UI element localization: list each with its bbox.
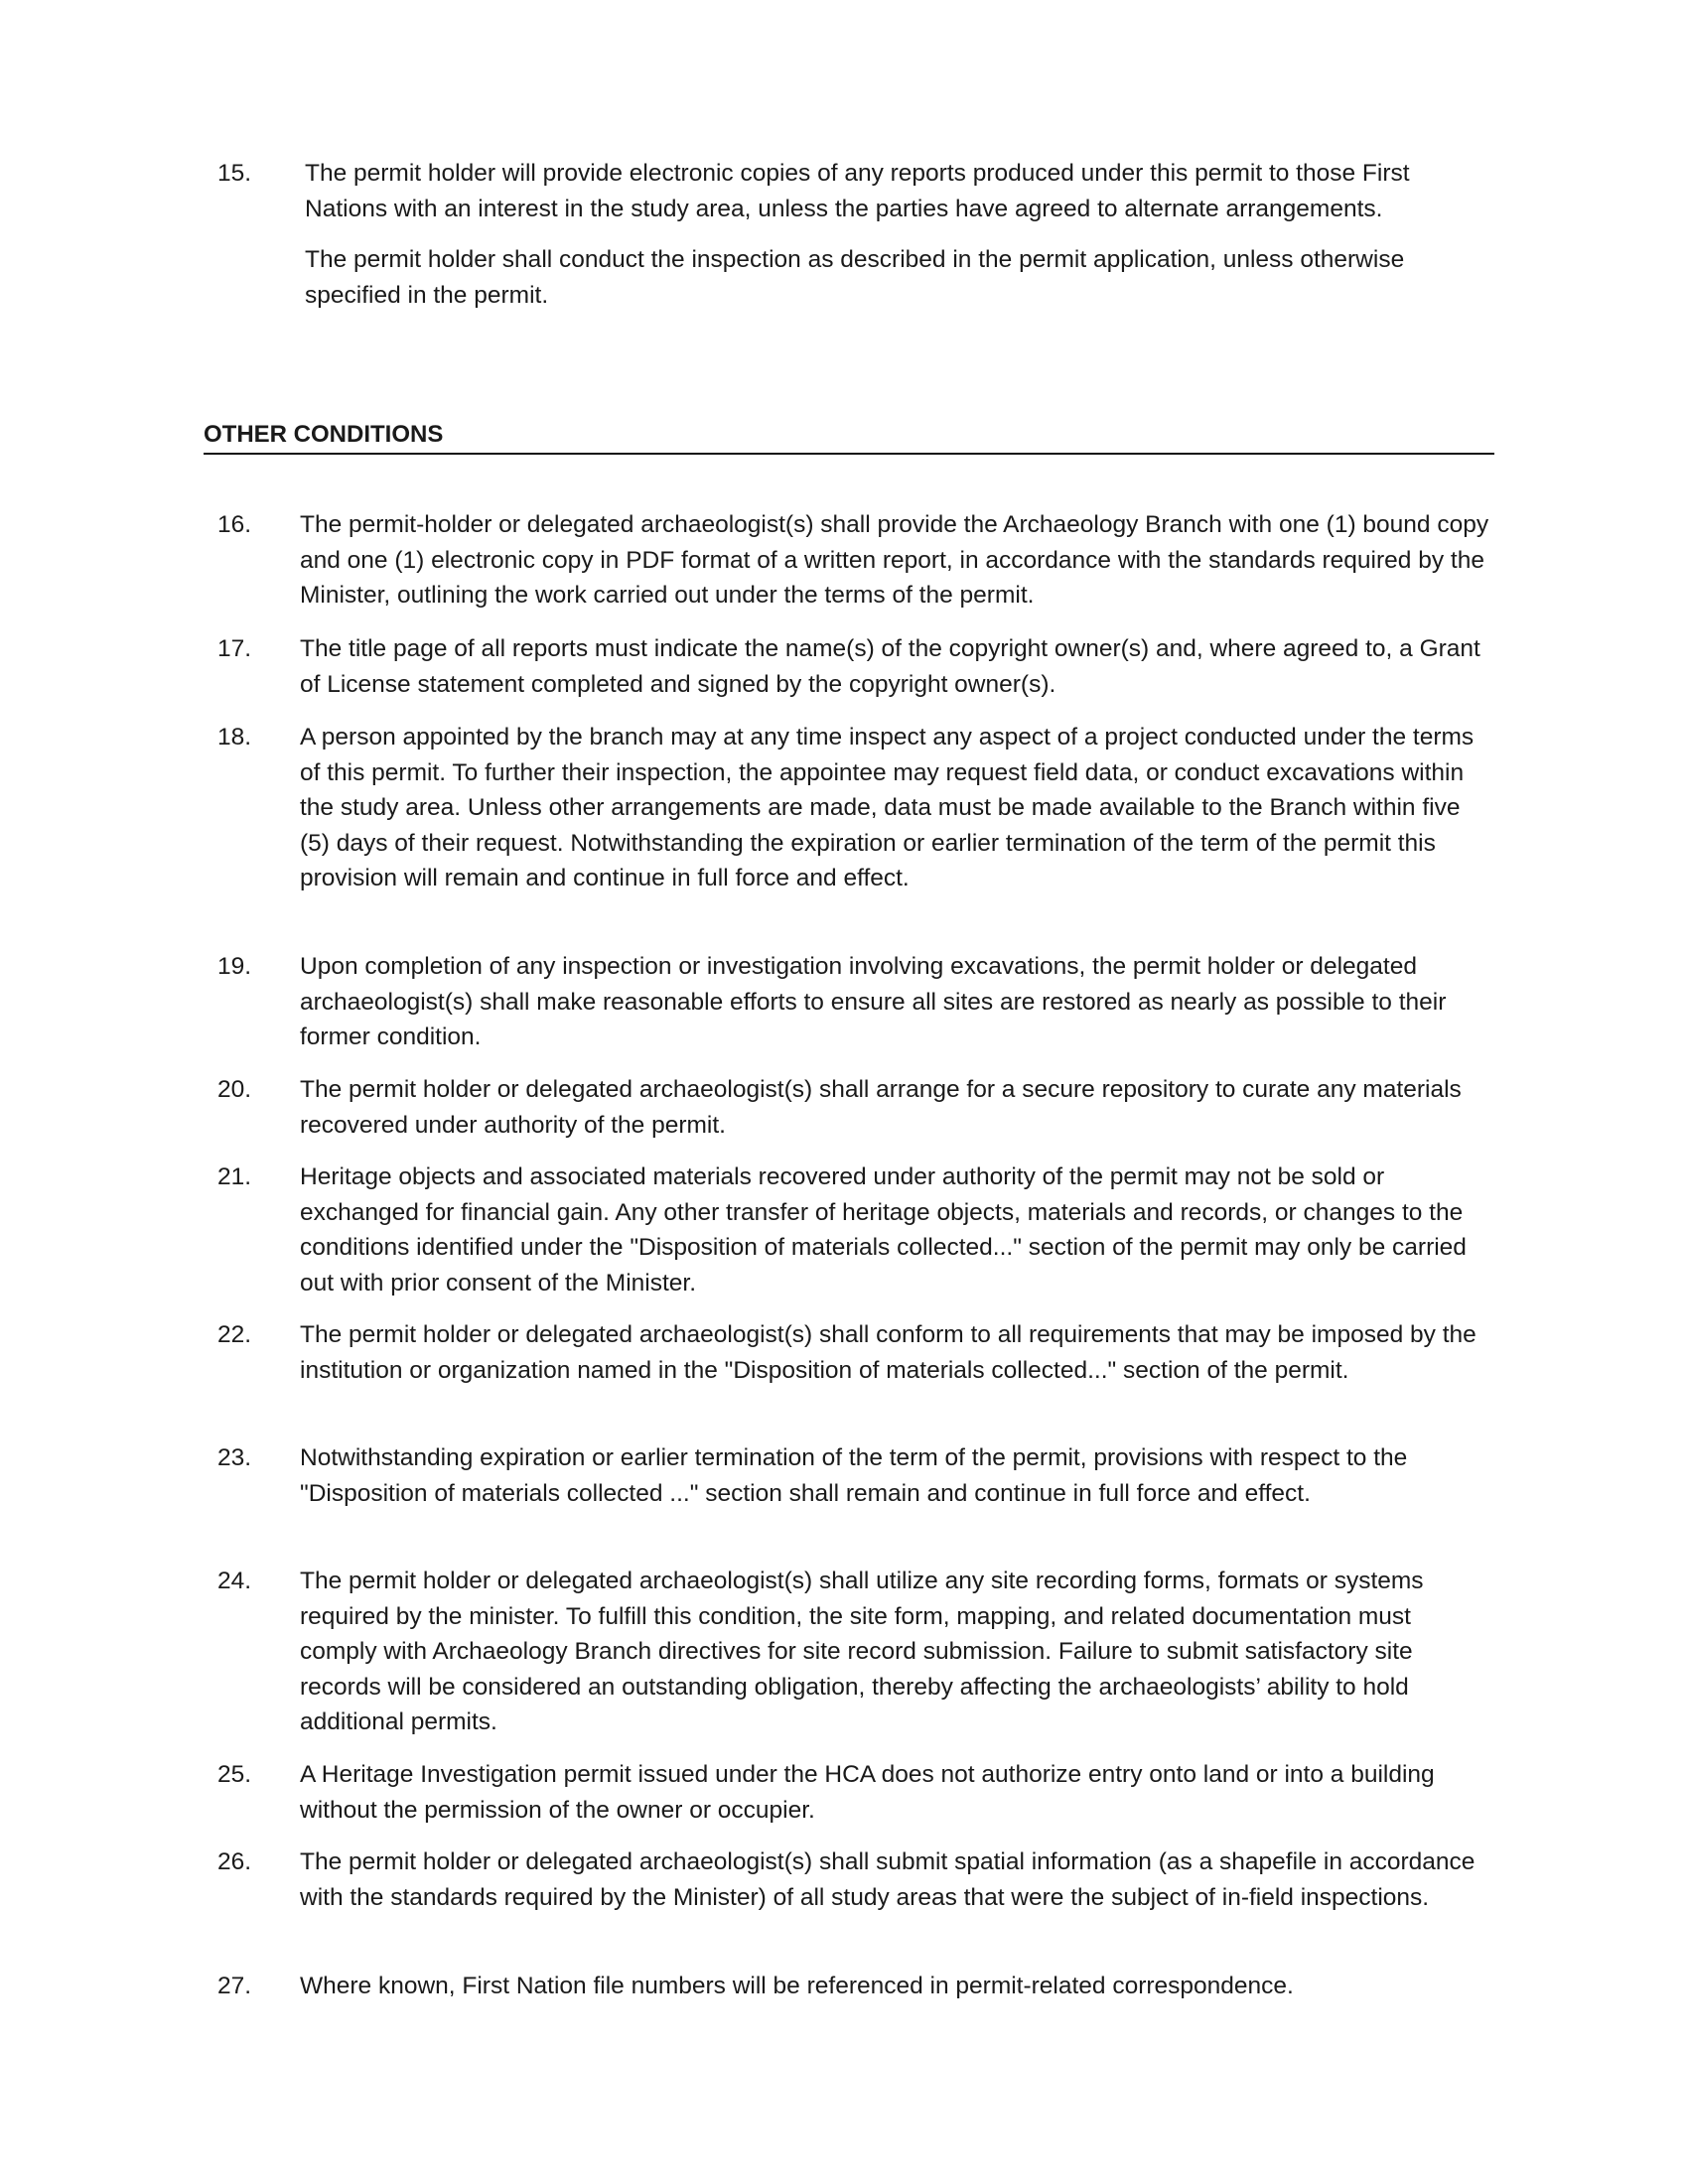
condition-number: 21.: [217, 1163, 252, 1190]
condition-number: 22.: [217, 1321, 252, 1348]
condition-text: Upon completion of any inspection or investigation involving excavations, the permit holder or delegated archaeologist(s) shall make reasonable efforts to ensure all sites are restored as nearly as possible to their former condition.: [300, 953, 1447, 1050]
condition-number: 23.: [217, 1444, 252, 1471]
condition-number: 25.: [217, 1761, 252, 1788]
condition-number: 17.: [217, 635, 252, 662]
condition-number: 20.: [217, 1076, 252, 1103]
condition-text: A Heritage Investigation permit issued under the HCA does not authorize entry onto land or into a building without the permission of the owner or occupier.: [300, 1761, 1435, 1824]
condition-number: 27.: [217, 1973, 252, 1999]
condition-text: The permit holder or delegated archaeologist(s) shall arrange for a secure repository to curate any materials recovered under authority of the permit.: [300, 1076, 1462, 1139]
condition-text: The permit holder or delegated archaeologist(s) shall utilize any site recording forms, formats or systems required by the minister. To fulfill this condition, the site form, mapping, and related documentation must comply with Archaeology Branch directives for site record submission. Failure to submit satisfactory site records will be considered an outstanding obligation, thereby affecting the archaeologists’ ability to hold additional permits.: [300, 1568, 1424, 1735]
section-divider: [204, 453, 1494, 455]
condition-text: Heritage objects and associated materials recovered under authority of the permit may not be sold or exchanged for financial gain. Any other transfer of heritage objects, materials and records, or changes to the conditions identified under the "Disposition of materials collected..." section of the permit may only be carried out with prior consent of the Minister.: [300, 1163, 1467, 1297]
condition-text: The permit holder or delegated archaeologist(s) shall submit spatial information (as a shapefile in accordance with the standards required by the Minister) of all study areas that were the subject of in-field inspections.: [300, 1848, 1476, 1911]
condition-text: The title page of all reports must indicate the name(s) of the copyright owner(s) and, where agreed to, a Grant of License statement completed and signed by the copyright owner(s).: [300, 635, 1480, 698]
condition-text: Notwithstanding expiration or earlier termination of the term of the permit, provisions with respect to the "Disposition of materials collected ..." section shall remain and continue in full force and effect.: [300, 1444, 1408, 1507]
condition-number: 18.: [217, 724, 252, 751]
paragraph: The permit holder will provide electronic copies of any reports produced under this permit to those First Nations with an interest in the study area, unless the parties have agreed to alternate arrangements.: [305, 160, 1410, 222]
section-heading: OTHER CONDITIONS: [204, 421, 444, 448]
condition-number: 16.: [217, 511, 252, 538]
condition-number: 19.: [217, 953, 252, 980]
condition-number: 24.: [217, 1568, 252, 1594]
condition-text: Where known, First Nation file numbers will be referenced in permit-related correspondence.: [300, 1973, 1294, 1999]
condition-text: A person appointed by the branch may at any time inspect any aspect of a project conducted under the terms of this permit. To further their inspection, the appointee may request field data, or conduct excavations within the study area. Unless other arrangements are made, data must be made available to the Branch within five (5) days of their request. Notwithstanding the expiration or earlier termination of the term of the permit this provision will remain and continue in full force and effect.: [300, 724, 1475, 891]
condition-text: [305, 156, 1477, 313]
paragraph: The permit holder shall conduct the inspection as described in the permit application, unless otherwise specified in the permit.: [305, 246, 1405, 309]
condition-text: The permit-holder or delegated archaeologist(s) shall provide the Archaeology Branch with one (1) bound copy and one (1) electronic copy in PDF format of a written report, in accordance with the standards required by the Minister, outlining the work carried out under the terms of the permit.: [300, 511, 1489, 609]
condition-number: 26.: [217, 1848, 252, 1875]
condition-number: 15.: [217, 160, 252, 187]
condition-text: The permit holder or delegated archaeologist(s) shall conform to all requirements that may be imposed by the institution or organization named in the "Disposition of materials collected..." section of the permit.: [300, 1321, 1477, 1384]
